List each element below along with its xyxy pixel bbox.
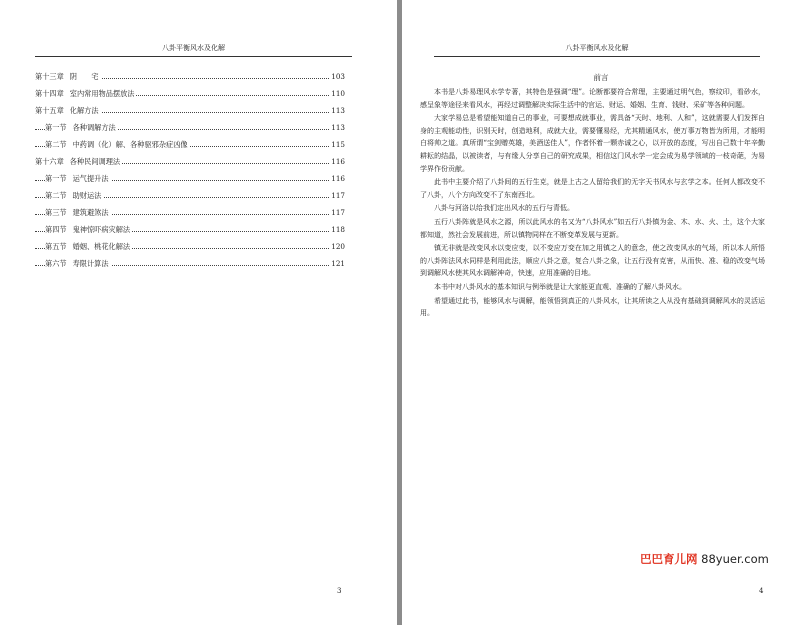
toc-entry-page: 121 xyxy=(331,259,345,268)
preface-title: 前言 xyxy=(593,73,609,82)
preface-paragraph: 希望通过此书，能够风水与调解，能领悟到真正的八卦风水，让其所读之人从没有基础到调解风水的灵活运用。 xyxy=(420,296,765,318)
right-page-number: 4 xyxy=(759,587,764,595)
toc-entry-page: 113 xyxy=(331,106,345,115)
toc-entry-label xyxy=(45,174,111,184)
toc-entry xyxy=(35,225,345,242)
toc-entry-label xyxy=(45,191,103,201)
toc-entry-title: 运气提升法 xyxy=(72,174,109,183)
toc-entry-number: 第五节 xyxy=(45,242,67,251)
toc-entry-number: 第一节 xyxy=(45,174,67,183)
toc-entry-label xyxy=(35,106,101,116)
toc-entry-page: 103 xyxy=(331,72,345,81)
toc-entry xyxy=(35,174,345,191)
toc-entry xyxy=(35,191,345,208)
toc-entry-page: 118 xyxy=(331,225,345,234)
watermark-url: 88yuer.com xyxy=(701,552,769,566)
toc-entry-label xyxy=(45,259,111,269)
toc-entry-label xyxy=(35,157,122,167)
toc-entry-label xyxy=(45,140,190,150)
toc-entry xyxy=(35,157,345,174)
toc-entry xyxy=(35,72,345,89)
site-watermark xyxy=(640,549,800,569)
toc-entry-page: 115 xyxy=(331,140,345,149)
toc-entry-label xyxy=(45,242,132,252)
left-page-number: 3 xyxy=(337,587,342,595)
toc-entry-label xyxy=(45,225,132,235)
toc-entry-number: 第十四章 xyxy=(35,89,64,98)
toc-entry-number: 第二节 xyxy=(45,140,67,149)
toc-entry xyxy=(35,89,345,106)
toc-entry-label xyxy=(45,123,118,133)
toc-entry-page: 117 xyxy=(331,191,345,200)
left-running-header: 八卦平衡风水及化解 xyxy=(35,43,352,57)
preface-paragraph: 镇无非就是改变风水以变应变，以不变应万变在加之用镇之人的意念，使之改变风水的气场，所以本人所悟的八卦阵法风水同样是利用此法，顺应八卦之意，复合八卦之象，让五行没有克害，从而快、准、稳的改变气场到调解风水使其风水调解神奇，快速，应用准确的目地。 xyxy=(420,244,765,278)
toc-entry-number: 第二节 xyxy=(45,191,67,200)
toc-entry-number: 第十六章 xyxy=(35,157,64,166)
preface-paragraph: 本书中对八卦风水的基本知识与例举就是让大家能更直观、准确的了解八卦风水。 xyxy=(434,282,686,291)
toc-entry-page: 110 xyxy=(331,89,345,98)
toc-entry-title: 阴 宅 xyxy=(69,72,99,81)
watermark-brand: 巴巴育儿网 xyxy=(640,552,698,566)
toc-entry xyxy=(35,106,345,123)
preface-paragraph: 本书是八卦易理风水学专著，其特色是强调“理”。论断都要符合常理，主要通过明气色，察纹印，看砂水，感呈象等途径来看风水，再经过调整解决实际生活中的官运、财运、婚姻、生育、钱财、采矿等各种问题。 xyxy=(420,88,765,109)
toc-entry-title: 室内常用物品摆放法 xyxy=(69,89,135,98)
toc-entry xyxy=(35,208,345,225)
preface-paragraph: 此书中主要介绍了八卦间的五行生克，就是上古之人留给我们的无字天书风水与玄学之本。任何人都改变不了八卦，八个方向改变不了东南西北。 xyxy=(420,178,765,199)
toc-entry-label xyxy=(35,72,101,82)
toc-entry-title: 化解方法 xyxy=(69,106,99,115)
toc-entry-number: 第十五章 xyxy=(35,106,64,115)
toc-entry-title: 鬼神惊吓病灾解法 xyxy=(72,225,131,234)
toc-entry-number: 第一节 xyxy=(45,123,67,132)
left-page xyxy=(0,0,397,625)
toc-entry-title: 助财运法 xyxy=(72,191,102,200)
right-running-header: 八卦平衡风水及化解 xyxy=(434,43,760,57)
toc-entry-number: 第四节 xyxy=(45,225,67,234)
toc-entry-number: 第三节 xyxy=(45,208,67,217)
preface-paragraph: 八卦与河洛以给我们定出风水的五行与青低。 xyxy=(434,204,574,213)
toc-entry xyxy=(35,242,345,259)
toc-entry-page: 120 xyxy=(331,242,345,251)
toc-entry-page: 116 xyxy=(331,174,345,183)
right-page xyxy=(402,0,800,625)
toc-entry xyxy=(35,259,345,276)
toc-entry-page: 116 xyxy=(331,157,345,166)
preface-paragraph: 五行八卦阵就是风水之源，所以此风水的名又为“八卦风水”如五行八卦镇为金、木、水、火、土，这个大家都知道，然社会发展前进，所以镇物同样在不断变革发展与更新。 xyxy=(420,217,765,239)
toc-entry-number: 第十三章 xyxy=(35,72,64,81)
preface-paragraph: 大家学易总是希望能知道自己的事业，可要想成就事业，需具备“天时、地利、人和”，这就需要人们发挥自身的主观能动性，识别天时，创造地利，成就大业，需要懂易经，尤其精通风水，使万事万物皆为所用，才能明白将帅之道。真所谓“宝剑赠英雄，美酒送佳人”，作者怀着一颗赤诚之心，以开放的态度，写出自己数十年辛勤耕耘的结晶，以被读者，与有缘人分享自己的研究成果，相信这门风水学一定会成为易学领域的一枝奇葩，为易学界作份贡献。 xyxy=(420,114,765,173)
toc-entry-page: 117 xyxy=(331,208,345,217)
toc-entry xyxy=(35,123,345,140)
toc-entry-title: 寿限计算法 xyxy=(72,259,109,268)
toc-entry-page: 113 xyxy=(331,123,345,132)
toc-entry-title: 各种调解方法 xyxy=(72,123,116,132)
toc-entry-number: 第六节 xyxy=(45,259,67,268)
toc-entry-title: 各种民间调理法 xyxy=(69,157,121,166)
preface-body xyxy=(420,86,765,321)
toc-entry-title: 中药调（化）解、各种驱邪杂症凶像 xyxy=(72,140,188,149)
toc-entry-title: 婚姻、桃花化解法 xyxy=(72,242,131,251)
toc-entry-title: 建筑避煞法 xyxy=(72,208,109,217)
table-of-contents xyxy=(35,72,345,276)
toc-entry-label xyxy=(35,89,136,99)
toc-entry xyxy=(35,140,345,157)
toc-entry-label xyxy=(45,208,111,218)
